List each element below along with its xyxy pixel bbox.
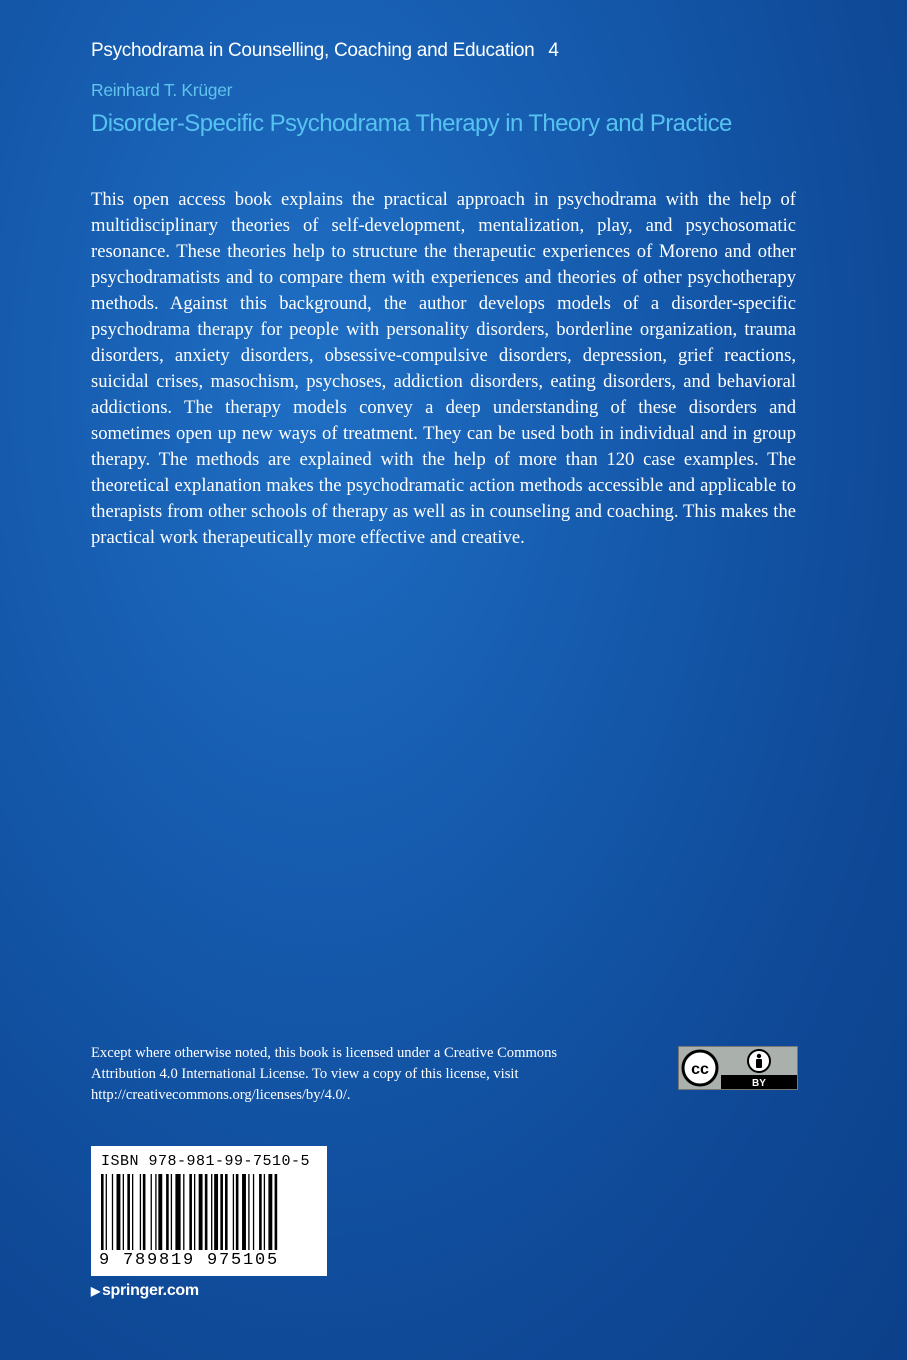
cc-label: cc bbox=[691, 1061, 709, 1078]
book-title: Disorder-Specific Psychodrama Therapy in Theory and Practice bbox=[91, 110, 732, 137]
publisher-link[interactable] bbox=[91, 1282, 199, 1300]
cc-by-license-icon[interactable] bbox=[678, 1046, 798, 1090]
by-label: BY bbox=[752, 1078, 766, 1089]
author-name: Reinhard T. Krüger bbox=[91, 80, 233, 100]
isbn-barcode bbox=[91, 1146, 327, 1276]
barcode-bars bbox=[101, 1174, 317, 1250]
series-volume: 4 bbox=[548, 40, 559, 61]
cc-by-graphic bbox=[679, 1047, 797, 1089]
triangle-arrow-icon: ▶ bbox=[91, 1284, 100, 1298]
license-note: Except where otherwise noted, this book is licensed under a Creative Commons Attribution 4.0 International License. To view a copy of this license, visit http://creativecommons.org/licenses/by/4.0/. bbox=[91, 1045, 558, 1103]
barcode-digits: 9 789819 975105 bbox=[99, 1251, 280, 1270]
series-name: Psychodrama in Counselling, Coaching and Education bbox=[91, 40, 535, 61]
publisher-link-text: springer.com bbox=[101, 1282, 199, 1299]
book-description: This open access book explains the practical approach in psychodrama with the help of multidisciplinary theories of self-development, mentalization, play, and psychosomatic resonance. These theories help to structure the therapeutic experiences of Moreno and other psychodramatists and to compare them with experiences and theories of other psychotherapy methods. Against this background, the author develops models of a disorder-specific psychodrama therapy for people with personality disorders, borderline organization, trauma disorders, anxiety disorders, obsessive-compulsive disorders, depression, grief reactions, suicidal crises, masochism, psychoses, addiction disorders, eating disorders, and behavioral addictions. The therapy models convey a deep understanding of these disorders and sometimes open up new ways of treatment. They can be used both in individual and in group therapy. The methods are explained with the help of more than 120 case examples. The theoretical explanation makes the psychodramatic action methods accessible and applicable to therapists from other schools of therapy as well as in counseling and coaching. This makes the practical work therapeutically more effective and creative. bbox=[91, 189, 796, 548]
isbn-label: ISBN 978-981-99-7510-5 bbox=[101, 1153, 311, 1170]
series-title bbox=[91, 40, 559, 62]
